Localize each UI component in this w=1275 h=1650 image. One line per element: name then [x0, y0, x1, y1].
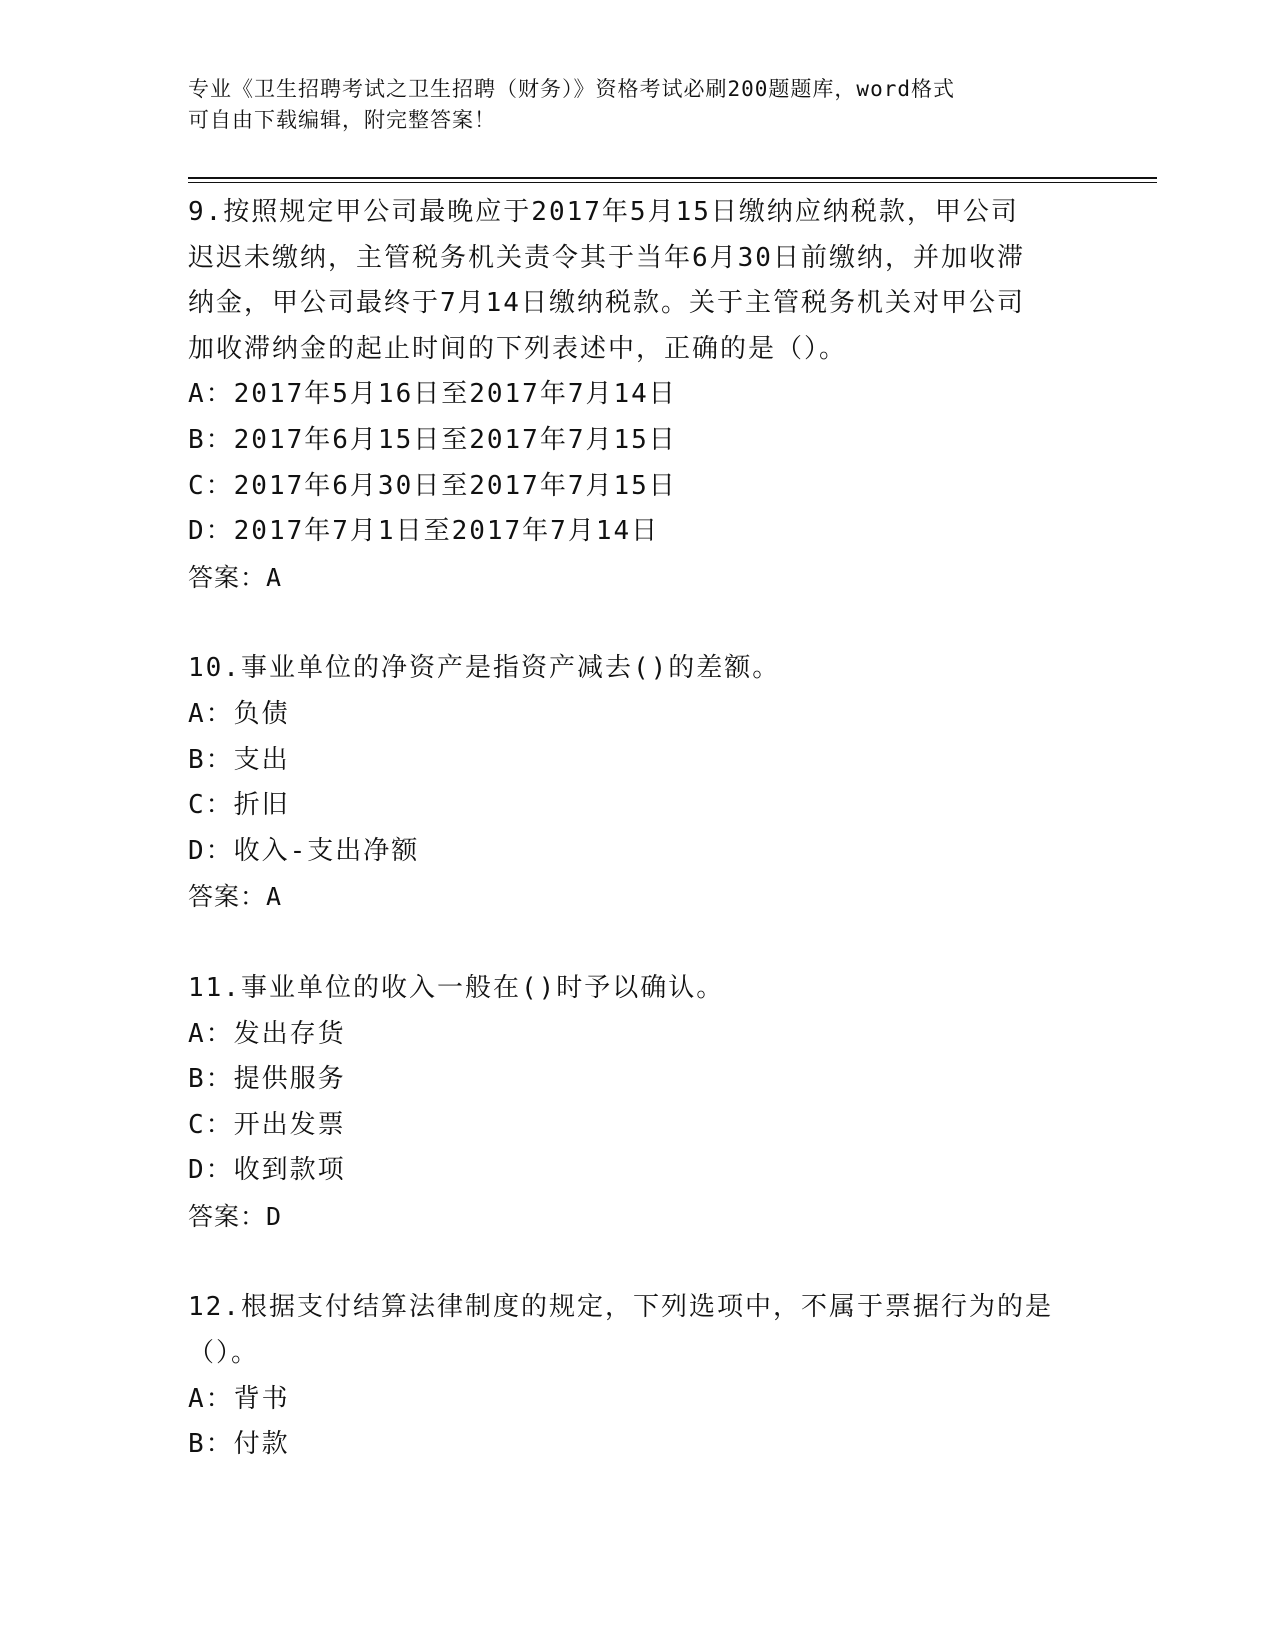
question-stem-line: 10.事业单位的净资产是指资产减去()的差额。	[188, 653, 781, 684]
option-d: D：收到款项	[188, 1155, 346, 1186]
question-stem-line: 纳金，甲公司最终于7月14日缴纳税款。关于主管税务机关对甲公司	[188, 288, 1025, 319]
option-a: A：背书	[188, 1383, 290, 1414]
option-b: B：付款	[188, 1429, 290, 1460]
option-c: C：2017年6月30日至2017年7月15日	[188, 470, 677, 501]
header-line-2: 可自由下载编辑，附完整答案！	[188, 108, 496, 132]
question-stem-line: 12.根据支付结算法律制度的规定，下列选项中，不属于票据行为的是	[188, 1292, 1053, 1323]
question-stem-line: 11.事业单位的收入一般在()时予以确认。	[188, 972, 725, 1003]
answer-line: 答案：D	[188, 1201, 283, 1231]
question-block	[188, 646, 1088, 920]
answer-line: 答案：A	[188, 882, 283, 912]
answer-line: 答案：A	[188, 562, 283, 592]
option-a: A：2017年5月16日至2017年7月14日	[188, 379, 677, 410]
question-spacer	[188, 600, 1088, 646]
option-d: D：2017年7月1日至2017年7月14日	[188, 516, 660, 547]
question-block	[188, 1285, 1088, 1467]
header-divider-thin	[188, 182, 1157, 183]
option-a: A：负债	[188, 698, 290, 729]
question-stem-line: 迟迟未缴纳，主管税务机关责令其于当年6月30日前缴纳，并加收滞	[188, 242, 1025, 273]
question-block	[188, 190, 1088, 600]
question-block	[188, 966, 1088, 1240]
option-b: B：2017年6月15日至2017年7月15日	[188, 424, 677, 455]
question-spacer	[188, 1239, 1088, 1285]
header-divider-thick	[188, 177, 1157, 179]
option-d: D：收入-支出净额	[188, 835, 420, 866]
question-list	[188, 190, 1088, 1468]
question-spacer	[188, 920, 1088, 966]
question-stem-line: 加收滞纳金的起止时间的下列表述中，正确的是（）。	[188, 333, 848, 364]
option-a: A：发出存货	[188, 1018, 346, 1049]
option-b: B：支出	[188, 744, 290, 775]
option-b: B：提供服务	[188, 1064, 346, 1095]
question-stem-line: 9.按照规定甲公司最晚应于2017年5月15日缴纳应纳税款，甲公司	[188, 197, 1019, 227]
header-line-1: 专业《卫生招聘考试之卫生招聘（财务）》资格考试必刷200题题库，word格式	[188, 77, 955, 101]
option-c: C：开出发票	[188, 1109, 346, 1140]
document-header	[188, 74, 1088, 136]
option-c: C：折旧	[188, 790, 290, 821]
question-stem-line: （）。	[188, 1338, 260, 1369]
